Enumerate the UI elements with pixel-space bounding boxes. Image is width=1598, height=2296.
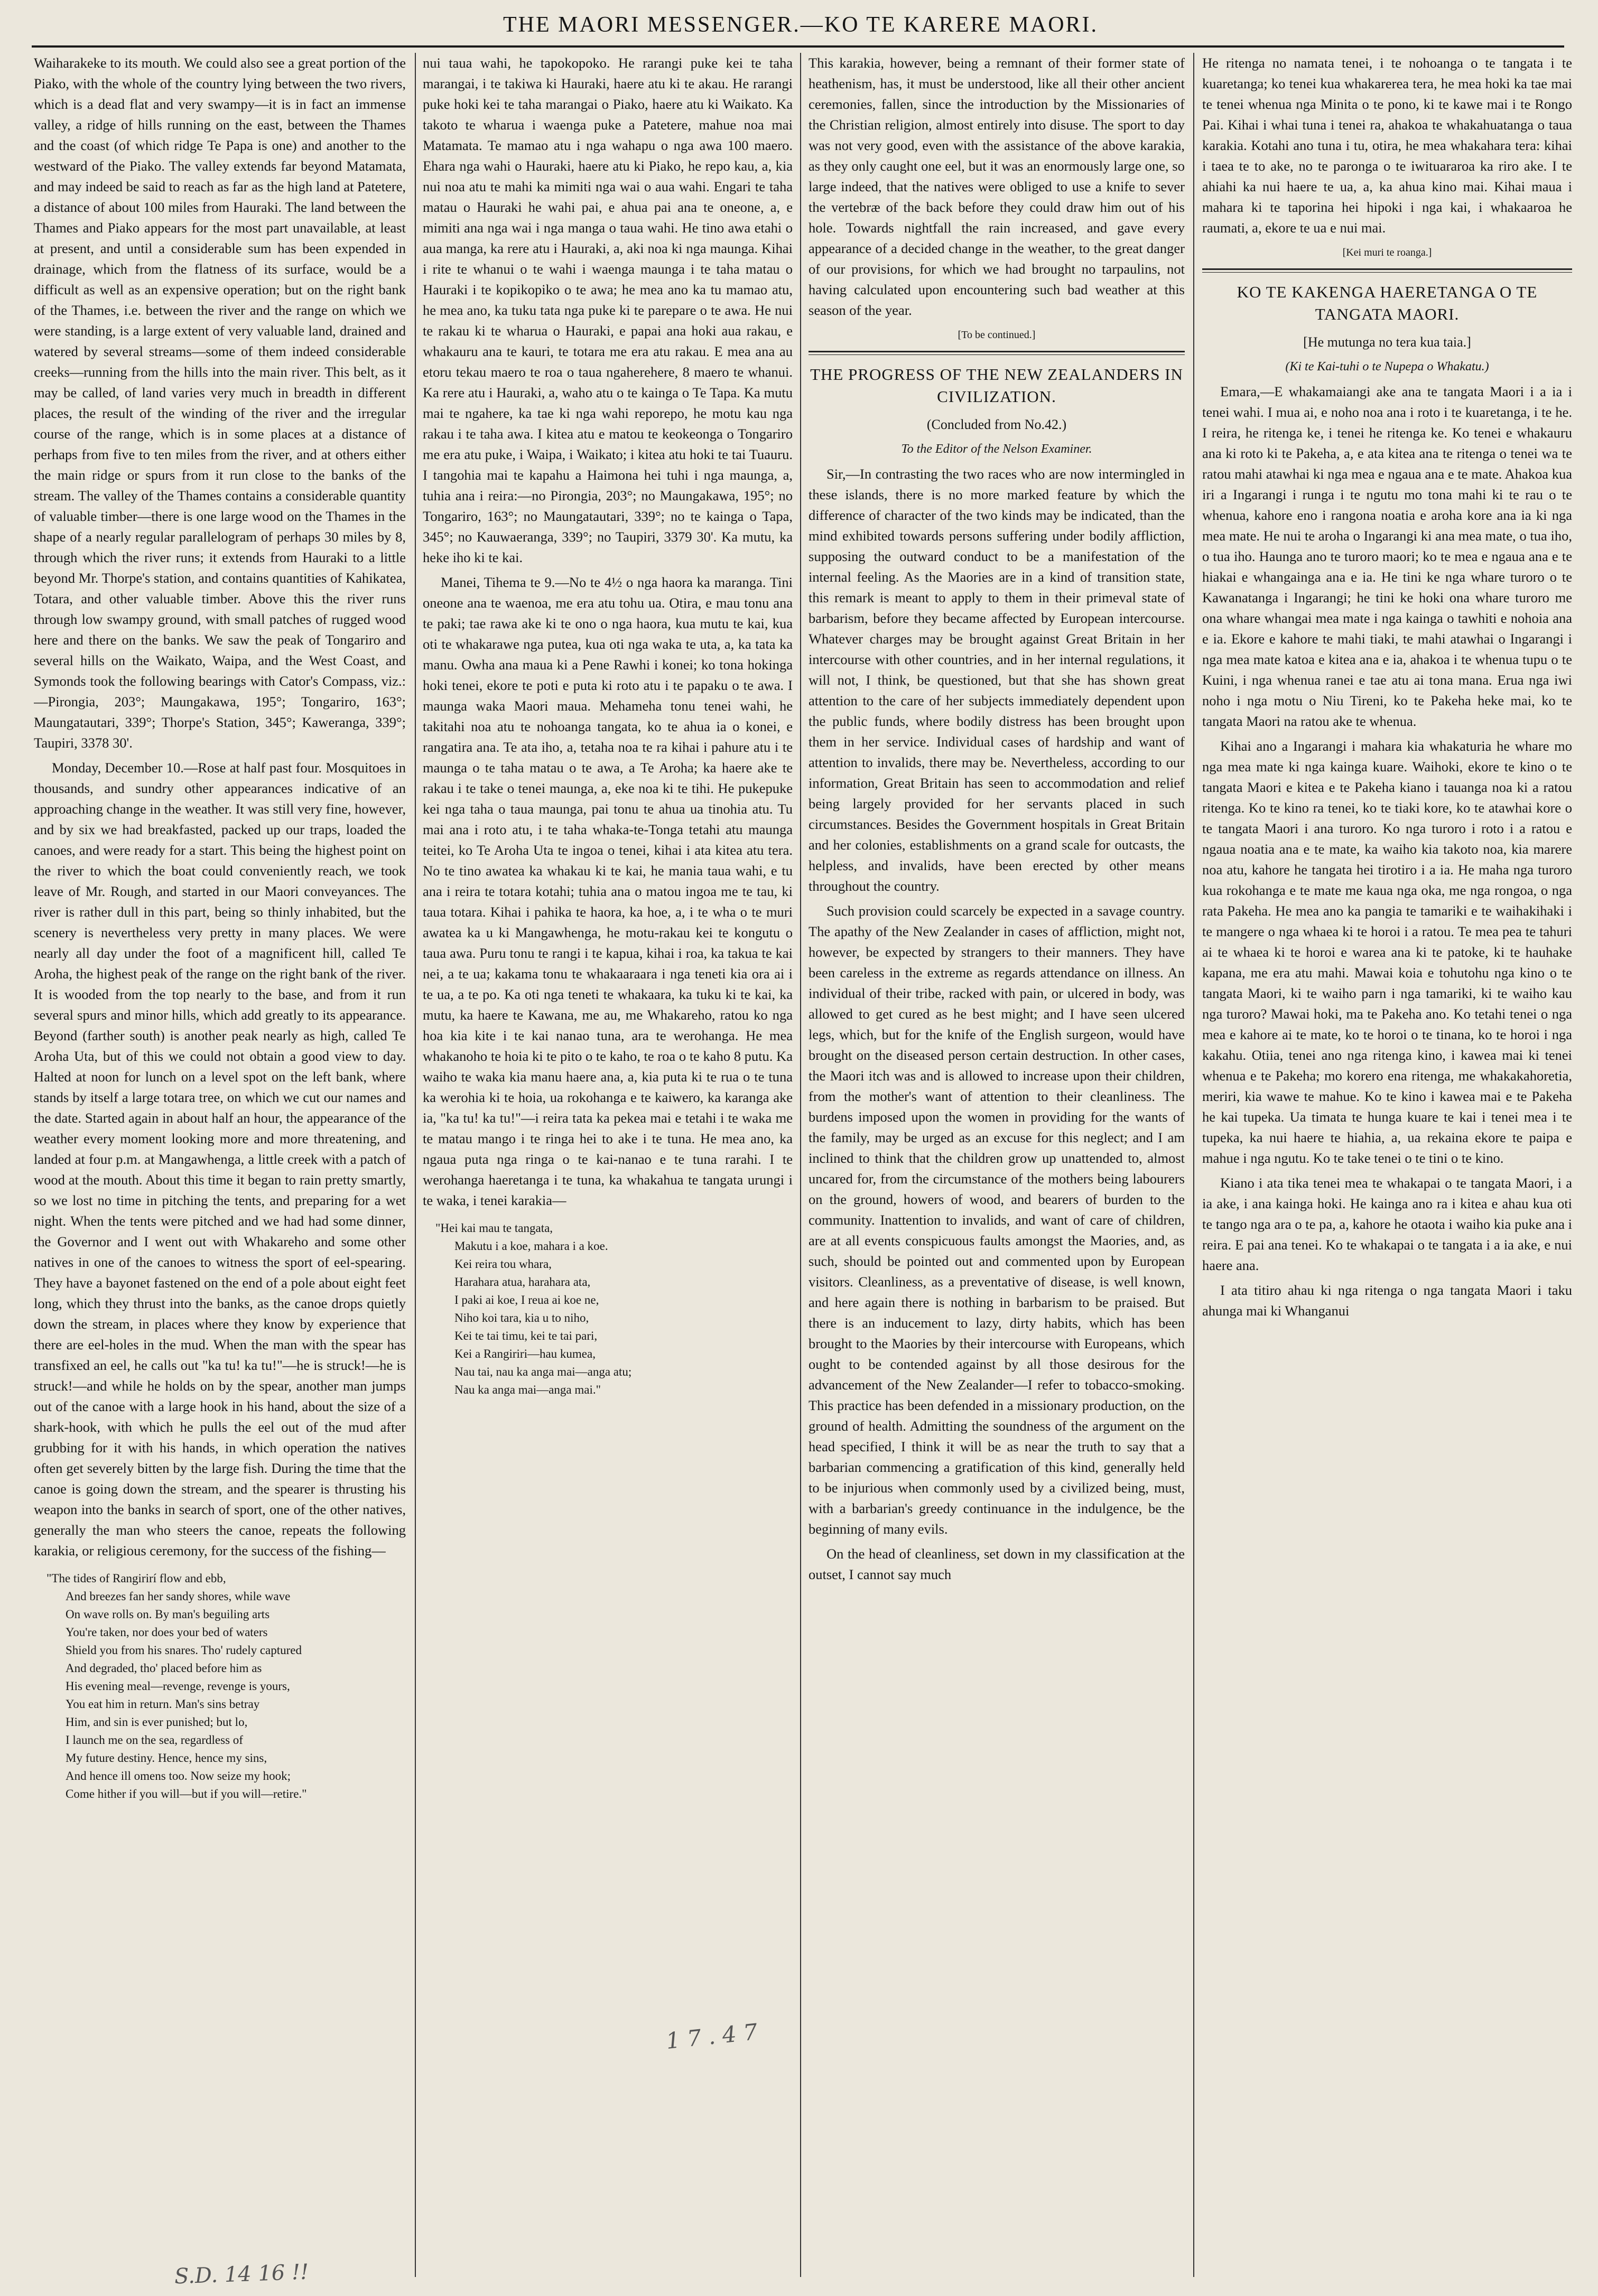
column-divider [415,53,416,2277]
journal-paragraph: Monday, December 10.—Rose at half past four. Mosquitoes in thousands, and sundry other appearances indicative of an approaching change in the weather. It was still very fine, however, and by six we had breakfasted, packed up our traps, loaded the canoes, and were ready for a start. This being the highest point on the river to which the boat could conveniently reach, we took leave of Mr. Rough, and started in our Maori conveyances. The river is rather dull in this part, being so thinly inhabited, but the scenery is nevertheless very pretty in many places. We were nearly all day under the foot of a magnificent hill, called Te Aroha, the highest peak of the range on the right bank of the river. It is wooded from the top nearly to the base, and from it run several spurs and minor hills, which add greatly to its appearance. Beyond (farther south) is another peak nearly as high, called Te Aroha Uta, but of this we could not obtain a good view to day. Halted at noon for lunch on a level spot on the left bank, where stands by itself a large totara tree, on which we cut our names and the date. Started again in about half an hour, the appearance of the weather every moment looking more and more threatening, and landed at four p.m. at Mangawhenga, a little creek with a patch of wood at the mouth. About this time it began to rain pretty smartly, so we lost no time in pitching the tents, and preparing for a wet night. When the tents were pitched and we had had some dinner, the Governor and I went out with Whakareho and some other natives in one of the canoes to witness the sport of eel-spearing. They have a bayonet fastened on the end of a pole about eight feet long, which they thrust into the banks, as the canoe drops quietly down the stream, in places where they know by experience that there are eel-holes in the mud. When the man with the spear has transfixed an eel, he calls out "ka tu! ka tu!"—he is struck!—he is struck!—and while he holds on by the spear, another man jumps out of the canoe with a large hook in his hand, about the size of a shark-hook, with which he pulls the eel out of the mud after grubbing for it with his hands, in which operation the natives often get severely bitten by the large fish. During the time that the canoe is going down the stream, and the spearer is thrusting his weapon into the banks in search of sport, one of the other natives, generally the man who steers the canoe, repeats the following karakia, or religious ceremony, for the success of the fishing— [34,760,406,1558]
article-separator-thin [809,354,1185,355]
journal-paragraph: nui taua wahi, he tapokopoko. He rarangi puke kei te taha marangai, i te takiwa ki Hauraki, haere atu ki te akau. He rarangi puke hoki kei te taha marangai o Piako, haere atu ki Waikato. Ka takoto te wharua i waenga puke a Patetere, mahue noa mai Matamata. Te mamao atu i nga wahapu o nga awa 100 maero. Ehara nga wahi o Hauraki, haere atu ki Piako, he repo kau, a, kia nui noa atu te mahi ka mimiti nga wai o aua wahi. Engari te taha matau o Hauraki he wahi pai, e ahua pai ana te oneone, a, e mimiti ana nga wai i nga manga o taua wahi. He tino awa etahi o aua manga, ka rere atu i Hauraki, a, aki noa ki nga maunga. Kihai i rite te whanui o te wahi i waenga maunga i te taha matau o Hauraki i te kopikopiko o te awa; he mea ano ka tu mamao atu, he mea ano, ka tuku tata nga puke ki te parepare o te awa. He nui te rakau ki te wharua o Hauraki, e papai ana hoki aua rakau, e whakauru ana te kauri, te totara me era atu rakau. E mea ana au etoru tekau maero te roa o taua ngaherehere, 8 maero te whanui. Ka rere atu i Hauraki, a, waho atu o te kainga o Te Tapa. Ka mutu mai te ngahere, ka tae ki nga wahi reporepo, he motu kau nga rakau i te taha awa. I kitea atu e matou te keokeonga o Tongariro me era atu puke, i Waipa, i Waikato; i kitea atu hoki te tai Tuauru. I tangohia mai te kapahu a Haimona hei tuhi i nga maunga, a, tuhia ana i reira:—no Pirongia, 203°; no Maungakawa, 195°; no Tongariro, 163°; no Maungatautari, 339°; no te kainga o Tapa, 345°; no Kauwaeranga, 339°; no Taupiri, 3379 30'. Ka mutu, ka heke iho ki te kai. [423,55,793,565]
verse-line: Makutu i a koe, mahara i a koe. [454,1239,608,1253]
article-title: KO TE KAKENGA HAERETANGA O TE TANGATA MAORI. [1237,283,1538,323]
verse-line: And hence ill omens too. Now seize my hook; [66,1769,291,1782]
verse-line: "The tides of Rangirirí flow and ebb, [47,1572,226,1585]
to-be-continued-note: [Kei muri te roanga.] [1342,247,1432,258]
article-paragraph: On the head of cleanliness, set down in my classification at the outset, I cannot say much [809,1546,1185,1582]
column-divider [1193,53,1194,2277]
karakia-verse-maori [435,1219,793,1399]
verse-line: Kei reira tou whara, [454,1257,552,1271]
verse-line: On wave rolls on. By man's beguiling arts [66,1608,270,1621]
column-divider [800,53,801,2277]
verse-line: Harahara atua, harahara ata, [454,1275,591,1289]
verse-line: Niho koi tara, kia u to niho, [454,1311,589,1324]
article-separator [809,351,1185,352]
verse-line: "Hei kai mau te tangata, [435,1221,553,1235]
handwritten-annotation: S.D. 14 16 !! [174,2260,309,2289]
column-2-maori-journal [423,53,793,2266]
verse-line: Kei te tai timu, kei te tai pari, [454,1329,598,1342]
verse-line: My future destiny. Hence, hence my sins, [66,1751,267,1765]
masthead-title: THE MAORI MESSENGER.—KO TE KARERE MAORI. [503,13,1099,37]
article-paragraph: I ata titiro ahau ki nga ritenga o nga tangata Maori i taku ahunga mai ki Whanganui [1202,1282,1572,1319]
verse-line: You're taken, nor does your bed of waters [66,1626,268,1639]
article-addressee: To the Editor of the Nelson Examiner. [901,442,1092,456]
journal-paragraph: He ritenga no namata tenei, i te nohoanga o te tangata i te kuaretanga; ko tenei kua whakarerea tera, he mea hoki ka tae mai te tenei whenua nga Minita o te pono, ki te kawe mai i te Rongo Pai. Kihai i whai tuna i tenei ra, ahakoa te whakahuatanga o taua karakia. Kotahi ano tuna i tu, otira, he mea whakahara tera: kihai i taea te to ake, no te paronga o te iwituararoa ka riro ake. I te ahiahi ka nui haere te ua, a, ka ahua kino mai. Kihai maua i mahara ki te taporina hei hipoki i nga kai, i whakaaroa he raumati, a, ekore te ua e nui mai. [1202,55,1572,236]
column-4-maori-articles [1202,53,1572,2266]
masthead-rule [32,45,1564,48]
article-separator-thin [1202,272,1572,273]
verse-line: And degraded, tho' placed before him as [66,1662,262,1675]
verse-line: And breezes fan her sandy shores, while wave [66,1590,291,1603]
article-subtitle: [He mutunga no tera kua taia.] [1303,334,1471,350]
verse-line: Him, and sin is ever punished; but lo, [66,1715,248,1729]
verse-line: Come hither if you will—but if you will—retire." [66,1787,307,1800]
verse-line: Shield you from his snares. Tho' rudely captured [66,1644,302,1657]
verse-line: I launch me on the sea, regardless of [66,1733,243,1747]
article-paragraph: Sir,—In contrasting the two races who are now intermingled in these islands, there is no more marked feature by which the difference of character of the two kinds may be indicated, than the mind exhibited towards persons suffering under bodily affliction, supposing the outward conduct to be a manifestation of the internal feeling. As the Maories are in a kind of transition state, this remark is meant to apply to them in their primeval state of barbarism, before they became affected by European intercourse. Whatever charges may be brought against Great Britain in her intercourse with other countries, and in her internal regulations, it will not, I think, be questioned, but that she has shown great attention to the care of her subjects immediately dependent upon the public funds, where bodily distress has been brought upon them in her service. Individual cases of hardship and want of attention to invalids, there may be. Nevertheless, according to our information, Great Britain has seen to accommodation and relief being largely provided for her servants placed in such circumstances. Besides the Government hospitals in Great Britain and her colonies, establishments on a grand scale for outcasts, the helpless, and invalids, have been erected by other means throughout the country. [809,466,1185,894]
verse-line: Nau tai, nau ka anga mai—anga atu; [454,1365,632,1378]
journal-paragraph: Waiharakeke to its mouth. We could also see a great portion of the Piako, with the whole of the country lying between the two rivers, which is a dead flat and very swampy—it is in fact an immense valley, a ridge of hills running on the east, between the Thames and the coast (of which ridge Te Papa is one) and another to the westward of the Piako. The valley extends far beyond Matamata, and may indeed be said to reach as far as the high land at Patetere, a distance of about 100 miles from Hauraki. The land between the Thames and Piako appears for the most part unavailable, at least at present, and until a considerable sum has been expended in drainage, which from the flatness of its surface, would be a difficult as well as an expensive operation; but on the right bank of the Thames, i.e. between the river and the range on which we were standing, is a large extent of very valuable land, drained and watered by several streams—some of them indeed considerable creeks—running from the hills into the main river. This belt, as it may be called, of land varies very much in breadth in different places, the result of the winding of the river and the irregular course of the range, which is in some places at a distance of perhaps from five to ten miles from the river, and at others either the main ridge or spurs from it run close to the banks of the stream. The valley of the Thames contains a considerable quantity of valuable timber—there is one large wood on the Thames in the shape of a nearly regular parallelogram of perhaps 30 miles by 8, through which the river runs; it extends from Hauraki to a little beyond Mr. Thorpe's station, and contains quantities of Kahikatea, Totara, and other valuable timber. Above this the river runs through low swampy ground, with small patches of rugged wood here and there on the banks. We saw the peak of Tongariro and several hills on the Waikato, Waipa, and the West Coast, and Symonds took the following bearings with Cator's Compass, viz.:—Pirongia, 203°; Maungakawa, 195°; Tongariro, 163°; Maungatautari, 339°; Thorpe's Station, 345°; Kaweranga, 339°; Taupiri, 3378 30'. [34,55,406,751]
verse-line: You eat him in return. Man's sins betray [66,1697,260,1711]
journal-paragraph: Manei, Tihema te 9.—No te 4½ o nga haora ka maranga. Tini oneone ana te waenoa, me era atu tohu ua. Otira, e mau tonu ana te paki; tae rawa ake ki te ono o nga haora, kua mutu te kai, kua oti te whakarawe nga putea, kua oti nga waka te uta, a, ka tata ka manu. Owha ana maua ki a Pene Rawhi i konei; ko tona hokinga hoki tenei, ekore te poti e puta ki roto atu i te papaku o te awa. I maunga waka Maori maua. Mehameha tonu tenei wahi, he takitahi noa atu te nohoanga tangata, ko te ahua ia o konei, e rangatira ana. Te ata iho, a, tetaha noa te ra kihai i pahure atu i te maunga o te taha matau o te awa, a Te Aroha; ka haere ake te rakau i te take o tenei maunga, a, eke noa ki te tihi. He pukepuke kei nga taha o taua maunga, pai tonu te ahua ua tinohia atu. Tu mai ana i roto atu, i te taha whaka-te-Tonga tetahi atu maunga teitei, ko Te Aroha Uta te ingoa o tenei, kihai i ata kitea atu tera. No te tino awatea ka whakau ki te kai, he mania taua wahi, e tu ana i reira te totara kotahi; tuhia ana o matou ingoa me te tau, ki taua totara. Kihai i pahika te haora, ka hoe, a, i te wha o te muri awatea ka u ki Mangawhenga, he motu-rakau kei te kongutu o taua awa. Puru tonu te rangi i te kapua, kihai i roa, ka takua te kai nei, a te ua; kakama tonu te whakaaraara i nga teneti kia ora ai i te ua, a te po. Ka oti nga teneti te whakaara, ka tuku ki te kai, ka mutu, ka haere te Kawana, me au, me Whakareho, ratou ko nga hoa kia kite i te kai nanao tuna, ara te werohanga. He mea whakanoho te hoia ki te pito o te kaho, te roa o te kaho 8 putu. Ka waiho te waka kia manu haere ana, a, kia puta ki te rua o te tuna ka werohia ki te hoia, ua rokohanga e te kaiwero, ka karanga ake ia, "ka tu! ka tu!"—i reira tata ka pekea mai e tetahi i te waka me te matau mango i te ringa hei to ake i te tuna. He mea ano, ka ngaua puta nga ringa o te kai-nanao e te tuna rarahi. I te werohanga haeretanga i te tuna, ka whakahua te tangata urungi i te waka, i tenei karakia— [423,574,793,1208]
article-addressee: (Ki te Kai-tuhi o te Nupepa o Whakatu.) [1285,360,1489,374]
article-paragraph: Such provision could scarcely be expected in a savage country. The apathy of the New Zealander in cases of affliction, might not, however, be expected by strangers to their manners. They have been careless in the extreme as regards attendance on illness. An individual of their tribe, racked with pain, or ulcered in body, was allowed to get cured as he best might; and I have seen ulcered legs, which, but for the knife of the English surgeon, would have brought on the diseased person certain destruction. In other cases, the Maori itch was and is allowed to increase upon their children, from the mother's want of attention to their cleanliness. The burdens imposed upon the women in providing for the wants of the family, may be urged as an excuse for this neglect; and I am inclined to think that the children grow up unattended to, almost uncared for, from the circumstance of the mothers being labourers on the ground, howers of wood, and bearers of burden to the community. Inattention to invalids, and want of care of children, are at all events conspicuous faults amongst the Maories, and, as such, should be pointed out and commented upon by European visitors. Cleanliness, as a preventative of disease, is well known, and here again there is nothing in barbarism to be praised. But there is an inducement to lazy, dirty habits, which has been brought to the Maories by their intercourse with Europeans, which ought to be contended against by all those desirous for the advancement of the New Zealander—I refer to tobacco-smoking. This practice has been defended in a missionary production, on the ground of health. Admitting the soundness of the argument on the head specified, I think it will be as near the truth to say that a barbarian commencing a gratification of this kind, generally held to be injurious when commonly used by a civilized being, must, with a barbarian's greedy continuance in the indulgence, be the beginning of many evils. [809,903,1185,1537]
handwritten-margin-note: 1 7 . 4 7 [664,2019,759,2054]
verse-line: His evening meal—revenge, revenge is yours, [66,1679,290,1693]
verse-line: I paki ai koe, I reua ai koe ne, [454,1293,599,1306]
journal-paragraph: This karakia, however, being a remnant of their former state of heathenism, has, it must be understood, like all their other ancient ceremonies, fallen, since the introduction by the Missionaries of the Christian religion, almost entirely into disuse. The sport to day was not very good, even with the assistance of the above karakia, as they only caught one eel, but it was an enormously large one, so large indeed, that the natives were obliged to use a knife to sever the vertebræ of the back before they could draw him out of his hole. Towards nightfall the rain increased, and gave every appearance of a decided change in the weather, to the great danger of our provisions, for which we had brought no tarpaulins, not having calculated upon encountering such bad weather at this season of the year. [809,55,1185,318]
verse-line: Nau ka anga mai—anga mai." [454,1383,601,1396]
article-paragraph: Emara,—E whakamaiangi ake ana te tangata Maori i a ia i tenei wahi. I mua ai, e noho noa ana i roto i te kuaretanga, i te he. I reira, he ritenga ke, i tenei he ritenga ke. Ko tenei e whakauru ana ki roto ki te Pakeha, a, e ata kitea ana te ritenga o tenei wa te ratou mahi atawhai ki nga mea e ngaua ana e te mate. Ahakoa kua iri a Ingarangi i runga i te ngutu mo tona mahi ki te rau o te whenua, kahore eno i rangona noatia e aroha kore ana ia ki nga mea mate. He nui te aroha o Ingarangi ki ana mea mate, o tua iho, o tua iho. Haunga ano te turoro maori; ko te mea e ngaua ana e te hiakai e whangainga ana e ia. He tini ke nga whare turoro o te Kawanatanga i Ingarangi; he tini ke hoki ona whare turoro me ona whare whangai mea mate i nga kainga o tawhiti e nohoia ana e ia. Ekore e kahore te mahi tiaki, te mahi atawhai o Ingarangi i nga mea mate katoa e kitea ana e ia, ahakoa i te whenua tupu o te Kuini, i nga whenua ranei e tae atu ai tona mana. Erua nga iwi noho i nga motu o Niu Tireni, ko te Pakeha heke mai, ko te tangata Maori na ratou ake te whenua. [1202,384,1572,729]
article-paragraph: Kihai ano a Ingarangi i mahara kia whakaturia he whare mo nga mea mate ki nga kainga kuare. Waihoki, ekore te kino o te tangata Maori e kitea e te Pakeha kiano i tauanga noa ki a ratou ritenga. Ko te kino ra tenei, ko te tiaki kore, ko te atawhai kore o te tangata Maori i ana turoro. Ko nga turoro i roto i a ratou e ngaua noatia ana e te mate, ka waiho kia takoto noa, kia marere noa atu, kahore he tangata hei tirotiro i a ia. He maha nga turoro kua rokohanga e te mate me kaua nga oka, me nga rongoa, o nga rata Pakeha. He mea ano ka pangia te tamariki e te waihakihaki i te mangere o nga whaea ki te horoi i a ratou. Te mea pea te tahuri ai te whaea ki te horoi e warea ana ki te patoke, ki te hauhake kapana, me era atu mahi. Mawai koia e tohutohu nga kino o te tangata Maori, ki te waiho parn i nga tamariki, ki te waiho kau nga turoro? Mawai hoki, ma te Pakeha ano. Ko tetahi tenei o nga mea e kahore ai te mate, ko te horoi o te tinana, ko te horoi i nga kakahu. Otiia, tenei ano nga ritenga kino, i kawea mai ki tenei whenua e te Pakeha; mo korero ena ritenga, me whakakahoretia, meriri, kia wawe te mahue. Ko te kino i kawea mai e te Pakeha he kai tupeka. Ua timata te hunga kuare te kai i tenei mea i te tupeka, ka nui haere te hiahia, a, ua rekaina ekore te paipa e mahue i nga ngutu. Ko te take tenei o te tini o te kino. [1202,738,1572,1166]
article-subtitle: (Concluded from No.42.) [926,417,1067,432]
article-paragraph: Kiano i ata tika tenei mea te whakapai o te tangata Maori, i a ia ake, i ana kainga hoki. He kainga ano ra i kitea e ahau kua oti te tango nga ara o te pa, a, kahore he otaota i waiho kia puke ana i reira. E pai ana tenei. Ko te whakapai o te tangata i a ia ake, e nui haere ana. [1202,1175,1572,1273]
column-3-english-articles [809,53,1185,2266]
verse-line: Kei a Rangiriri—hau kumea, [454,1347,596,1360]
column-1-english-journal [34,53,406,2266]
article-separator [1202,268,1572,270]
article-title: THE PROGRESS OF THE NEW ZEALANDERS IN CIVILIZATION. [810,365,1183,406]
to-be-continued-note: [To be continued.] [958,329,1036,341]
karakia-verse-english [47,1570,406,1803]
